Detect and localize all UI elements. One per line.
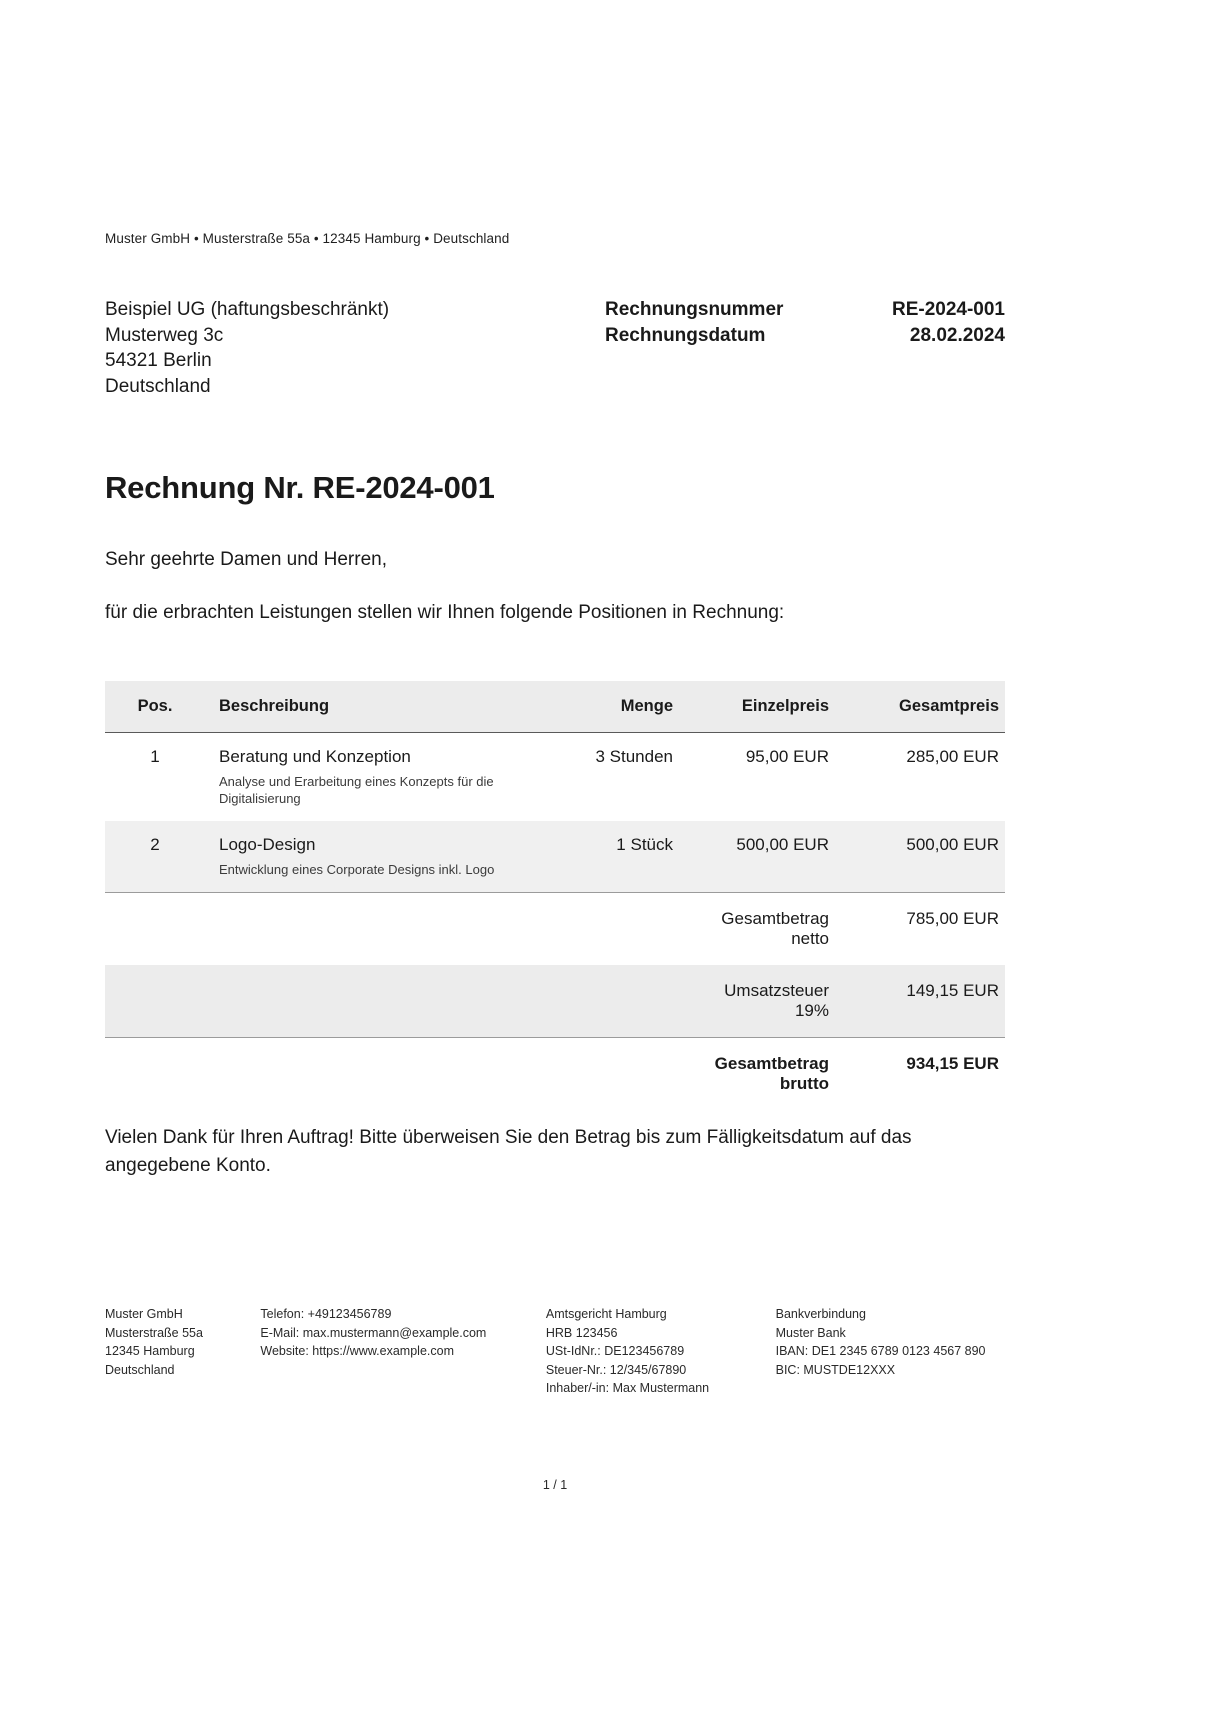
footer-phone: Telefon: +49123456789 bbox=[260, 1307, 392, 1321]
recipient-line-3: 54321 Berlin bbox=[105, 350, 212, 371]
column-header-pos: Pos. bbox=[105, 681, 205, 733]
summary-value-vat: 149,15 EUR bbox=[843, 965, 1005, 1038]
recipient-address bbox=[105, 297, 389, 399]
footer-tax-number: Steuer-Nr.: 12/345/67890 bbox=[545, 1362, 687, 1377]
summary-spacer bbox=[205, 893, 541, 966]
invoice-date-row bbox=[605, 323, 1005, 349]
table-body bbox=[105, 733, 1005, 1111]
footer-company-country: Deutschland bbox=[105, 1362, 175, 1377]
row-item-name: Logo-Design bbox=[219, 835, 316, 854]
summary-spacer bbox=[541, 1038, 687, 1111]
summary-spacer bbox=[541, 893, 687, 966]
footer-bic: BIC: MUSTDE12XXX bbox=[775, 1362, 896, 1377]
footer-owner: Inhaber/-in: Max Mustermann bbox=[545, 1381, 710, 1395]
footer-column-bank bbox=[776, 1305, 1010, 1398]
invoice-number-value: RE-2024-001 bbox=[891, 299, 1005, 320]
row-quantity: 3 Stunden bbox=[541, 733, 687, 822]
page-number: 1 / 1 bbox=[542, 1478, 568, 1492]
summary-spacer bbox=[205, 965, 541, 1038]
row-unit-price: 500,00 EUR bbox=[687, 821, 843, 893]
row-description-cell bbox=[205, 821, 541, 893]
table-row bbox=[105, 733, 1005, 822]
footer-company-city: 12345 Hamburg bbox=[105, 1344, 195, 1358]
invoice-date-label: Rechnungsdatum bbox=[605, 324, 766, 346]
footer-email: E-Mail: max.mustermann@example.com bbox=[260, 1325, 487, 1340]
table-header-row bbox=[105, 681, 1005, 733]
footer-iban: IBAN: DE1 2345 6789 0123 4567 890 bbox=[775, 1344, 986, 1358]
footer-bank-heading: Bankverbindung bbox=[775, 1307, 866, 1321]
page-title: Rechnung Nr. RE-2024-001 bbox=[105, 470, 495, 505]
summary-spacer bbox=[541, 965, 687, 1038]
summary-value-gross: 934,15 EUR bbox=[843, 1038, 1005, 1111]
row-total-price: 500,00 EUR bbox=[843, 821, 1005, 893]
row-description-cell bbox=[205, 733, 541, 822]
column-header-total-price: Gesamtpreis bbox=[843, 681, 1005, 733]
footer-bank-name: Muster Bank bbox=[775, 1325, 846, 1340]
row-pos: 2 bbox=[105, 821, 205, 893]
invoice-number-row bbox=[605, 297, 1005, 323]
invoice-date-value: 28.02.2024 bbox=[909, 324, 1005, 346]
footer-website: Website: https://www.example.com bbox=[260, 1344, 454, 1358]
row-item-name: Beratung und Konzeption bbox=[219, 747, 411, 766]
summary-row-gross bbox=[105, 1038, 1005, 1111]
footer-vat-id: USt-IdNr.: DE123456789 bbox=[545, 1344, 685, 1358]
row-pos: 1 bbox=[105, 733, 205, 822]
row-total-price: 285,00 EUR bbox=[843, 733, 1005, 822]
invoice-meta bbox=[605, 297, 1005, 348]
column-header-quantity: Menge bbox=[541, 681, 687, 733]
footer-company-name: Muster GmbH bbox=[105, 1307, 183, 1321]
footer-column-contact bbox=[260, 1305, 545, 1398]
summary-spacer bbox=[105, 1038, 205, 1111]
summary-value-net: 785,00 EUR bbox=[843, 893, 1005, 966]
recipient-line-1: Beispiel UG (haftungsbeschränkt) bbox=[105, 299, 390, 320]
address-and-meta-block bbox=[105, 297, 1005, 399]
summary-spacer bbox=[205, 1038, 541, 1111]
footer-register-number: HRB 123456 bbox=[545, 1325, 618, 1340]
row-item-description: Analyse und Erarbeitung eines Konzepts für die Digitalisierung bbox=[219, 774, 494, 806]
salutation-text: Sehr geehrte Damen und Herren, bbox=[105, 549, 387, 570]
summary-row-vat bbox=[105, 965, 1005, 1038]
recipient-line-4: Deutschland bbox=[105, 375, 211, 397]
summary-label-gross: Gesamtbetrag brutto bbox=[687, 1038, 843, 1111]
sender-return-address: Muster GmbH • Musterstraße 55a • 12345 Hamburg • Deutschland bbox=[105, 231, 510, 246]
row-quantity: 1 Stück bbox=[541, 821, 687, 893]
summary-spacer bbox=[105, 893, 205, 966]
row-unit-price: 95,00 EUR bbox=[687, 733, 843, 822]
table-row bbox=[105, 821, 1005, 893]
summary-label-net: Gesamtbetrag netto bbox=[687, 893, 843, 966]
summary-label-vat: Umsatzsteuer 19% bbox=[687, 965, 843, 1038]
closing-text: Vielen Dank für Ihren Auftrag! Bitte überweisen Sie den Betrag bis zum Fälligkeitsdatum auf das angegebene Konto. bbox=[105, 1127, 912, 1176]
column-header-unit-price: Einzelpreis bbox=[687, 681, 843, 733]
summary-spacer bbox=[105, 965, 205, 1038]
row-item-description: Entwicklung eines Corporate Designs inkl. Logo bbox=[219, 862, 495, 877]
line-items-table bbox=[105, 681, 1005, 1110]
intro-text: für die erbrachten Leistungen stellen wir Ihnen folgende Positionen in Rechnung: bbox=[105, 602, 785, 623]
column-header-description: Beschreibung bbox=[205, 681, 541, 733]
footer-court: Amtsgericht Hamburg bbox=[545, 1307, 667, 1321]
invoice-number-label: Rechnungsnummer bbox=[605, 299, 784, 320]
page-footer bbox=[105, 1305, 1010, 1398]
footer-column-legal bbox=[546, 1305, 776, 1398]
footer-company-street: Musterstraße 55a bbox=[105, 1325, 203, 1340]
footer-column-company bbox=[105, 1305, 260, 1398]
summary-row-net bbox=[105, 893, 1005, 966]
table-header bbox=[105, 681, 1005, 733]
recipient-line-2: Musterweg 3c bbox=[105, 324, 224, 346]
